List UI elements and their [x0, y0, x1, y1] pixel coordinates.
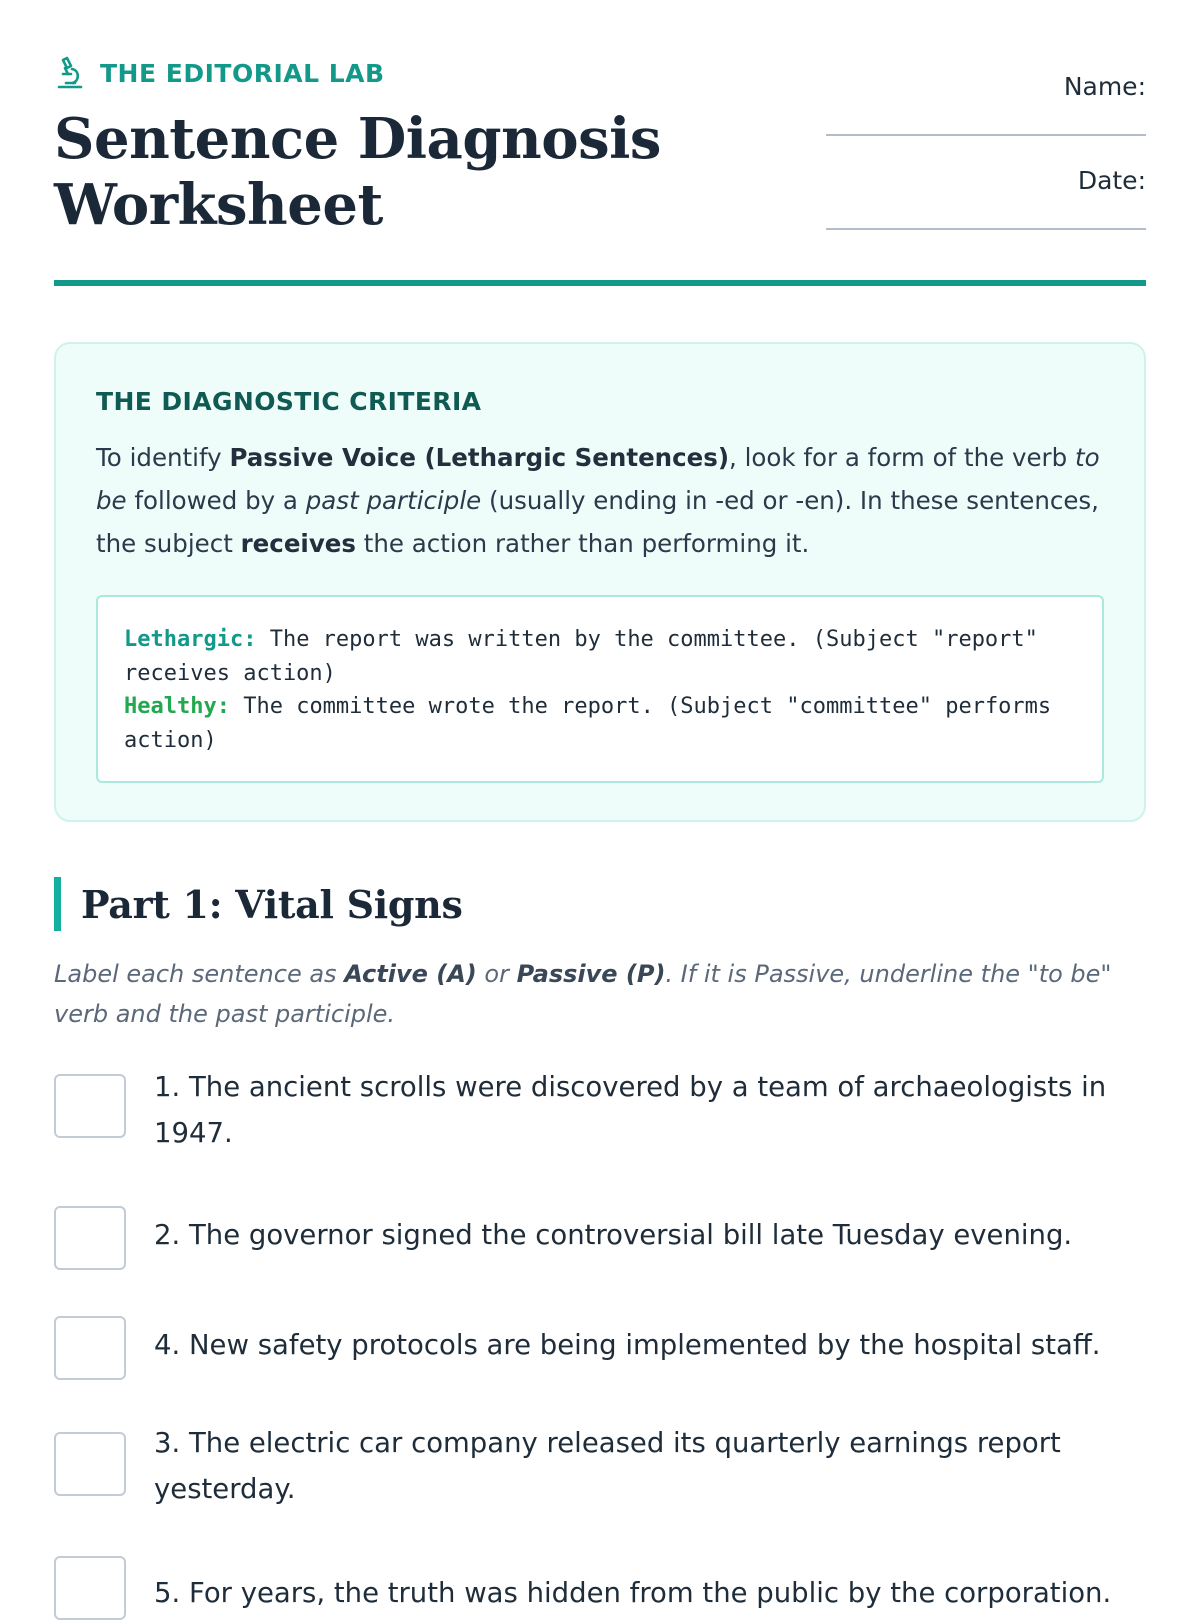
criteria-past-participle-term: past participle [305, 486, 482, 515]
microscope-icon [54, 56, 86, 90]
active-term: Active (A) [344, 960, 477, 988]
part-1-heading [54, 876, 1146, 932]
healthy-example-text: The committee wrote the report. (Subject "committee" performs action) [124, 694, 1052, 753]
question-item [54, 1198, 1146, 1270]
name-label: Name: [1063, 72, 1146, 101]
instructions-part: Label each sentence as [54, 960, 345, 988]
answer-box-3[interactable] [54, 1432, 126, 1496]
part-1-title: Part 1: Vital Signs [81, 881, 463, 927]
lethargic-example [124, 623, 1076, 690]
instructions-part: . If it is Passive, underline the "to be" verb and the past participle. [54, 960, 1112, 1028]
answer-box-5[interactable] [54, 1556, 126, 1620]
criteria-text-part: To identify [96, 443, 230, 472]
criteria-passive-term: Passive Voice (Lethargic Sentences) [229, 443, 730, 472]
healthy-label: Healthy: [124, 694, 230, 719]
answer-box-4[interactable] [54, 1316, 126, 1380]
question-text: 2. The governor signed the controversial bill late Tuesday evening. [154, 1219, 1073, 1251]
part-1-instructions [54, 954, 1146, 1034]
section-accent-bar [54, 877, 61, 931]
name-field[interactable] [826, 64, 1146, 158]
example-box [96, 595, 1104, 783]
worksheet-header [54, 0, 1146, 290]
instructions-part: or [476, 960, 517, 988]
question-item [54, 1310, 1146, 1380]
student-info [826, 64, 1146, 252]
page-title: Sentence Diagnosis Worksheet [54, 106, 661, 238]
brand [54, 56, 385, 90]
criteria-text-part: followed by a [126, 486, 306, 515]
criteria-receives-term: receives [240, 529, 356, 558]
name-line[interactable] [826, 134, 1146, 136]
brand-name: THE EDITORIAL LAB [100, 58, 385, 88]
criteria-text-part: (usually ending in -ed or -en). In these sentences, the subject [96, 486, 1099, 558]
question-text: 4. New safety protocols are being implemented by the hospital staff. [154, 1329, 1101, 1361]
passive-term: Passive (P) [516, 960, 666, 988]
question-item [54, 1420, 1146, 1512]
question-text: 3. The electric car company released its quarterly earnings report yesterday. [154, 1427, 1061, 1505]
criteria-heading: THE DIAGNOSTIC CRITERIA [96, 387, 482, 416]
worksheet-page [54, 0, 1146, 1609]
criteria-text [96, 436, 1104, 565]
header-divider [54, 280, 1146, 286]
question-item [54, 1071, 1146, 1156]
diagnostic-criteria-box [54, 342, 1146, 822]
criteria-text-part: , look for a form of the verb [729, 443, 1075, 472]
lethargic-example-text: The report was written by the committee. (Subject "report" receives action) [124, 627, 1038, 686]
answer-box-1[interactable] [54, 1074, 126, 1138]
criteria-text-part: the action rather than performing it. [356, 529, 810, 558]
part-1-section [54, 876, 1146, 1620]
date-line[interactable] [826, 228, 1146, 230]
date-label: Date: [1077, 166, 1146, 195]
question-text: 1. The ancient scrolls were discovered by a team of archaeologists in 1947. [154, 1071, 1107, 1149]
healthy-example [124, 690, 1076, 757]
answer-box-2[interactable] [54, 1206, 126, 1270]
question-list [54, 1071, 1146, 1620]
lethargic-label: Lethargic: [124, 627, 257, 652]
question-item [54, 1556, 1146, 1620]
date-field[interactable] [826, 158, 1146, 252]
criteria-to-be-term: to be [96, 443, 1100, 515]
question-text: 5. For years, the truth was hidden from the public by the corporation. [154, 1577, 1112, 1609]
